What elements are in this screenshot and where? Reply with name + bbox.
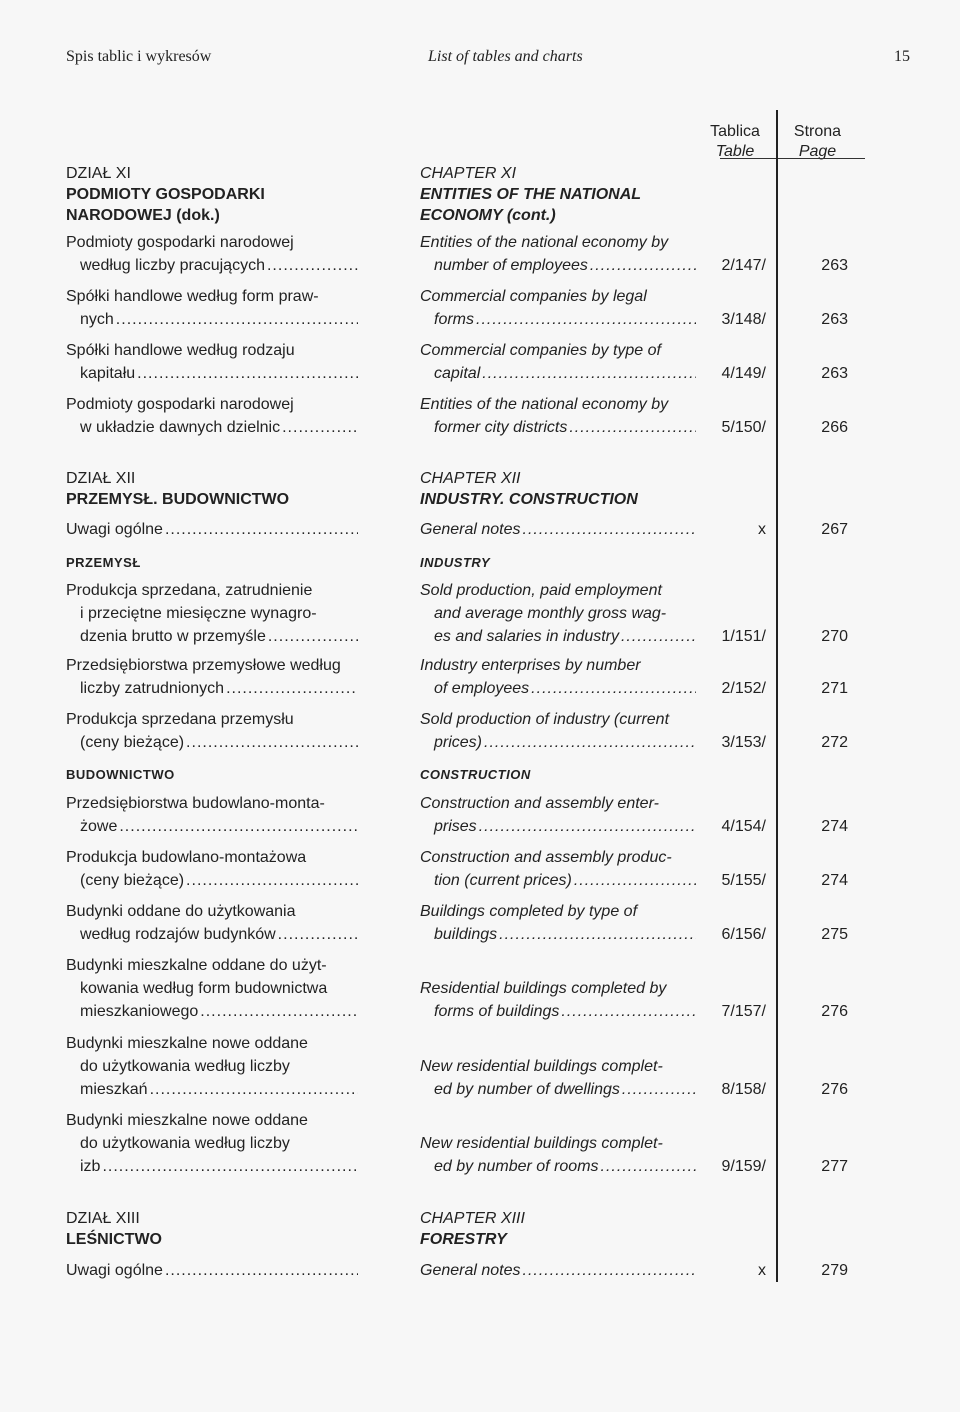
entry-title-pl-text: Spółki handlowe według rodzaju [66, 342, 295, 359]
dot-leader [601, 1155, 696, 1178]
entry-title-en [420, 846, 696, 892]
entry-title-pl [66, 1032, 358, 1101]
entry-title-pl-line [66, 977, 358, 1000]
entry-title-en-text: es and salaries in industry [434, 628, 619, 645]
entry-title-pl-text: izb [80, 1158, 101, 1175]
entry-title-en [420, 792, 696, 838]
entry-title-pl-line [66, 654, 358, 677]
dot-leader [574, 869, 696, 892]
dot-leader [278, 923, 358, 946]
table-number: x [758, 521, 766, 538]
entry-title-en-text: Sold production, paid employment [420, 582, 662, 599]
chapter-heading-pl-line: DZIAŁ XII [66, 470, 136, 487]
page-ref: 277 [821, 1158, 848, 1175]
page-ref: 263 [821, 257, 848, 274]
entry-title-en-text: Construction and assembly enter- [420, 795, 659, 812]
running-header [66, 48, 910, 66]
dot-leader [165, 1259, 358, 1282]
dot-leader [622, 1078, 696, 1101]
entry-title-pl-text: Budynki oddane do użytkowania [66, 903, 296, 920]
column-divider [776, 110, 778, 1282]
chapter-heading-en [420, 1208, 696, 1250]
table-number: 1/151/ [721, 628, 766, 645]
dot-leader [531, 677, 696, 700]
entry-title-pl-line [66, 1259, 358, 1282]
entry-title-en-line [420, 1000, 696, 1023]
entry-title-pl-text: Budynki mieszkalne nowe oddane [66, 1112, 308, 1129]
chapter-heading-pl-line: DZIAŁ XIII [66, 1210, 140, 1227]
dot-leader [590, 254, 696, 277]
header-rule [720, 158, 865, 159]
entry-title-pl-line [66, 900, 358, 923]
entry-title-pl [66, 792, 358, 838]
entry-title-en-text: Industry enterprises by number [420, 657, 641, 674]
entry-title-en-text: Sold production of industry (current [420, 711, 670, 728]
header-center-title: List of tables and charts [428, 48, 583, 65]
entry-title-en-text: former city districts [434, 419, 568, 436]
entry-title-en-line [420, 285, 696, 308]
entry-title-pl-line [66, 393, 358, 416]
entry-title-en [420, 1259, 696, 1282]
table-number: x [758, 1262, 766, 1279]
dot-leader [150, 1078, 358, 1101]
entry-title-pl-text: (ceny bieżące) [80, 734, 185, 751]
entry-title-pl-text: Przedsiębiorstwa przemysłowe według [66, 657, 341, 674]
entry-title-pl-text: kapitału [80, 365, 136, 382]
entry-title-pl-line [66, 954, 358, 977]
entry-title-en-line [420, 900, 696, 923]
chapter-heading-en-line: ECONOMY (cont.) [420, 207, 556, 224]
page-ref: 274 [821, 872, 848, 889]
entry-title-pl-text: (ceny bieżące) [80, 872, 185, 889]
dot-leader [119, 815, 358, 838]
entry-title-en-line [420, 1259, 696, 1282]
entry-title-pl-text: do użytkowania według liczby [80, 1135, 290, 1152]
entry-title-pl [66, 846, 358, 892]
dot-leader [186, 731, 358, 754]
entry-title-pl-text: Produkcja sprzedana przemysłu [66, 711, 294, 728]
entry-title-en-line [420, 1078, 696, 1101]
dot-leader [200, 1000, 358, 1023]
chapter-heading-en-line: INDUSTRY. CONSTRUCTION [420, 491, 638, 508]
table-number: 6/156/ [721, 926, 766, 943]
table-number: 7/157/ [721, 1003, 766, 1020]
entry-title-en-text: and average monthly gross wag- [434, 605, 667, 622]
entry-title-en-line [420, 416, 696, 439]
page-ref: 266 [821, 419, 848, 436]
table-number: 4/149/ [721, 365, 766, 382]
entry-title-en [420, 518, 696, 541]
chapter-heading-en [420, 163, 696, 226]
entry-title-pl-text: Budynki mieszkalne nowe oddane [66, 1035, 308, 1052]
entry-title-pl-text: i przeciętne miesięczne wynagro- [80, 605, 317, 622]
entry-title-pl-line [66, 846, 358, 869]
entry-title-pl-line [66, 708, 358, 731]
entry-title-en-line [420, 625, 696, 648]
dot-leader [226, 677, 358, 700]
entry-title-en-line [420, 731, 696, 754]
page-ref: 267 [821, 521, 848, 538]
table-number: 3/148/ [721, 311, 766, 328]
page-ref: 274 [821, 818, 848, 835]
entry-title-en-text: New residential buildings complet- [420, 1058, 663, 1075]
entry-title-pl-line [66, 602, 358, 625]
entry-title-pl-line [66, 1155, 358, 1178]
dot-leader [523, 1259, 696, 1282]
entry-title-pl-line [66, 731, 358, 754]
entry-title-en-text: Commercial companies by legal [420, 288, 647, 305]
dot-leader [102, 1155, 358, 1178]
entry-title-en-line [420, 518, 696, 541]
page-ref: 272 [821, 734, 848, 751]
entry-title-en-line [420, 579, 696, 602]
entry-title-en [420, 900, 696, 946]
dot-leader [476, 308, 696, 331]
table-number: 3/153/ [721, 734, 766, 751]
entry-title-pl-text: Produkcja sprzedana, zatrudnienie [66, 582, 313, 599]
entry-title-pl-line [66, 1032, 358, 1055]
entry-title-pl-line [66, 579, 358, 602]
table-number: 2/152/ [721, 680, 766, 697]
section-subheading-en: INDUSTRY [420, 555, 491, 570]
section-subheading-pl: BUDOWNICTWO [66, 767, 175, 782]
entry-title-pl-line [66, 1055, 358, 1078]
dot-leader [621, 625, 696, 648]
entry-title-en-text: New residential buildings complet- [420, 1135, 663, 1152]
entry-title-pl [66, 1259, 358, 1282]
chapter-heading-pl [66, 1208, 358, 1250]
entry-title-en-text: Commercial companies by type of [420, 342, 661, 359]
chapter-heading-pl [66, 163, 358, 226]
entry-title-en-line [420, 393, 696, 416]
table-number: 5/150/ [721, 419, 766, 436]
entry-title-en-line [420, 977, 696, 1000]
entry-title-pl-line [66, 1000, 358, 1023]
entry-title-pl [66, 1109, 358, 1178]
entry-title-en-line [420, 869, 696, 892]
entry-title-pl [66, 231, 358, 277]
entry-title-pl [66, 900, 358, 946]
entry-title-pl-line [66, 869, 358, 892]
entry-title-en-text: tion (current prices) [434, 872, 572, 889]
page-ref: 263 [821, 365, 848, 382]
entry-title-pl-line [66, 1078, 358, 1101]
entry-title-pl-text: Spółki handlowe według form praw- [66, 288, 319, 305]
page-ref: 279 [821, 1262, 848, 1279]
table-number: 4/154/ [721, 818, 766, 835]
entry-title-en [420, 1055, 696, 1101]
section-subheading-en: CONSTRUCTION [420, 767, 531, 782]
entry-title-en [420, 339, 696, 385]
page-number: 15 [894, 48, 910, 65]
entry-title-pl-text: w układzie dawnych dzielnic [80, 419, 281, 436]
chapter-heading-en-line: FORESTRY [420, 1231, 507, 1248]
dot-leader [569, 416, 696, 439]
entry-title-pl-text: Budynki mieszkalne oddane do użyt- [66, 957, 327, 974]
page-ref: 263 [821, 311, 848, 328]
chapter-heading-pl-line: PODMIOTY GOSPODARKI [66, 186, 265, 203]
entry-title-en-line [420, 362, 696, 385]
dot-leader [479, 815, 696, 838]
entry-title-pl-line [66, 815, 358, 838]
entry-title-en-line [420, 677, 696, 700]
entry-title-en-line [420, 815, 696, 838]
entry-title-en-text: Buildings completed by type of [420, 903, 638, 920]
entry-title-pl-line [66, 518, 358, 541]
entry-title-pl-line [66, 625, 358, 648]
entry-title-en-line [420, 231, 696, 254]
entry-title-pl-line [66, 1132, 358, 1155]
entry-title-en-line [420, 1132, 696, 1155]
entry-title-en-line [420, 846, 696, 869]
entry-title-pl-text: żowe [80, 818, 118, 835]
page-ref: 270 [821, 628, 848, 645]
entry-title-pl [66, 954, 358, 1023]
dot-leader [165, 518, 358, 541]
entry-title-en-text: prises [434, 818, 477, 835]
entry-title-en [420, 393, 696, 439]
dot-leader [523, 518, 696, 541]
dot-leader [137, 362, 358, 385]
entry-title-en [420, 708, 696, 754]
entry-title-en [420, 579, 696, 648]
entry-title-pl-text: dzenia brutto w przemyśle [80, 628, 266, 645]
dot-leader [267, 254, 358, 277]
entry-title-pl-text: Produkcja budowlano-montażowa [66, 849, 307, 866]
entry-title-pl-line [66, 254, 358, 277]
table-number: 2/147/ [721, 257, 766, 274]
entry-title-pl [66, 339, 358, 385]
dot-leader [499, 923, 696, 946]
entry-title-pl-text: według liczby pracujących [80, 257, 265, 274]
chapter-heading-en [420, 468, 696, 510]
entry-title-en-text: capital [434, 365, 481, 382]
entry-title-en-text: forms of buildings [434, 1003, 560, 1020]
header-left-title: Spis tablic i wykresów [66, 48, 212, 65]
entry-title-en-line [420, 1155, 696, 1178]
entry-title-pl-line [66, 308, 358, 331]
entry-title-en-text: Entities of the national economy by [420, 234, 669, 251]
section-subheading-pl: PRZEMYSŁ [66, 555, 141, 570]
entry-title-en-text: number of employees [434, 257, 588, 274]
entry-title-pl-text: Uwagi ogólne [66, 1262, 163, 1279]
entry-title-en-line [420, 792, 696, 815]
entry-title-pl [66, 285, 358, 331]
table-header-pl: Tablica [710, 123, 760, 140]
entry-title-en-text: ed by number of rooms [434, 1158, 599, 1175]
dot-leader [268, 625, 358, 648]
entry-title-pl-line [66, 677, 358, 700]
entry-title-pl-text: mieszkaniowego [80, 1003, 199, 1020]
entry-title-en [420, 285, 696, 331]
chapter-heading-pl-line: LEŚNICTWO [66, 1231, 162, 1248]
entry-title-pl-line [66, 792, 358, 815]
chapter-heading-en-line: CHAPTER XIII [420, 1210, 525, 1227]
entry-title-pl-text: kowania według form budownictwa [80, 980, 328, 997]
entry-title-en-text: Construction and assembly produc- [420, 849, 672, 866]
entry-title-en-line [420, 308, 696, 331]
dot-leader [561, 1000, 696, 1023]
entry-title-en-line [420, 708, 696, 731]
table-header-en: Table [715, 143, 755, 160]
entry-title-en-text: prices) [434, 734, 483, 751]
dot-leader [116, 308, 358, 331]
entry-title-pl-text: do użytkowania według liczby [80, 1058, 290, 1075]
page-ref: 276 [821, 1081, 848, 1098]
entry-title-pl [66, 393, 358, 439]
entry-title-en [420, 654, 696, 700]
entry-title-pl-line [66, 339, 358, 362]
entry-title-en-text: Residential buildings completed by [420, 980, 667, 997]
entry-title-en-line [420, 654, 696, 677]
chapter-heading-en-line: CHAPTER XI [420, 165, 517, 182]
chapter-heading-pl [66, 468, 358, 510]
entry-title-pl-text: według rodzajów budynków [80, 926, 276, 943]
entry-title-pl-line [66, 285, 358, 308]
entry-title-en-text: General notes [420, 521, 521, 538]
page-column-header [780, 122, 855, 162]
dot-leader [186, 869, 358, 892]
entry-title-pl-line [66, 231, 358, 254]
entry-title-pl-line [66, 362, 358, 385]
dot-leader [484, 731, 696, 754]
entry-title-en [420, 231, 696, 277]
entry-title-en-line [420, 339, 696, 362]
page-header-pl: Strona [793, 123, 842, 140]
entry-title-pl [66, 708, 358, 754]
entry-title-pl-line [66, 416, 358, 439]
entry-title-pl-line [66, 923, 358, 946]
entry-title-en-line [420, 602, 696, 625]
entry-title-en-line [420, 923, 696, 946]
chapter-heading-en-line: CHAPTER XII [420, 470, 521, 487]
entry-title-pl-text: mieszkań [80, 1081, 148, 1098]
entry-title-en-text: forms [434, 311, 474, 328]
entry-title-en [420, 1132, 696, 1178]
chapter-heading-pl-line: DZIAŁ XI [66, 165, 131, 182]
table-number: 9/159/ [721, 1158, 766, 1175]
chapter-heading-pl-line: PRZEMYSŁ. BUDOWNICTWO [66, 491, 290, 508]
entry-title-pl [66, 579, 358, 648]
dot-leader [282, 416, 358, 439]
entry-title-pl-text: nych [80, 311, 114, 328]
page-ref: 271 [821, 680, 848, 697]
table-number: 8/158/ [721, 1081, 766, 1098]
entry-title-pl-line [66, 1109, 358, 1132]
entry-title-en-text: of employees [434, 680, 530, 697]
entry-title-pl-text: Podmioty gospodarki narodowej [66, 396, 294, 413]
entry-title-pl [66, 654, 358, 700]
entry-title-en-text: Entities of the national economy by [420, 396, 669, 413]
chapter-heading-pl-line: NARODOWEJ (dok.) [66, 207, 220, 224]
entry-title-pl-text: Przedsiębiorstwa budowlano-monta- [66, 795, 325, 812]
entry-title-en-text: ed by number of dwellings [434, 1081, 620, 1098]
page-header-en: Page [798, 143, 837, 160]
table-column-header [690, 122, 780, 162]
entry-title-en-text: buildings [434, 926, 498, 943]
entry-title-pl-text: liczby zatrudnionych [80, 680, 225, 697]
page-ref: 276 [821, 1003, 848, 1020]
entry-title-pl-text: Podmioty gospodarki narodowej [66, 234, 294, 251]
entry-title-en-line [420, 254, 696, 277]
chapter-heading-en-line: ENTITIES OF THE NATIONAL [420, 186, 642, 203]
entry-title-en-text: General notes [420, 1262, 521, 1279]
entry-title-pl [66, 518, 358, 541]
entry-title-en-line [420, 1055, 696, 1078]
entry-title-en [420, 977, 696, 1023]
entry-title-pl-text: Uwagi ogólne [66, 521, 163, 538]
page-ref: 275 [821, 926, 848, 943]
dot-leader [482, 362, 696, 385]
table-number: 5/155/ [721, 872, 766, 889]
column-headers [690, 122, 870, 162]
